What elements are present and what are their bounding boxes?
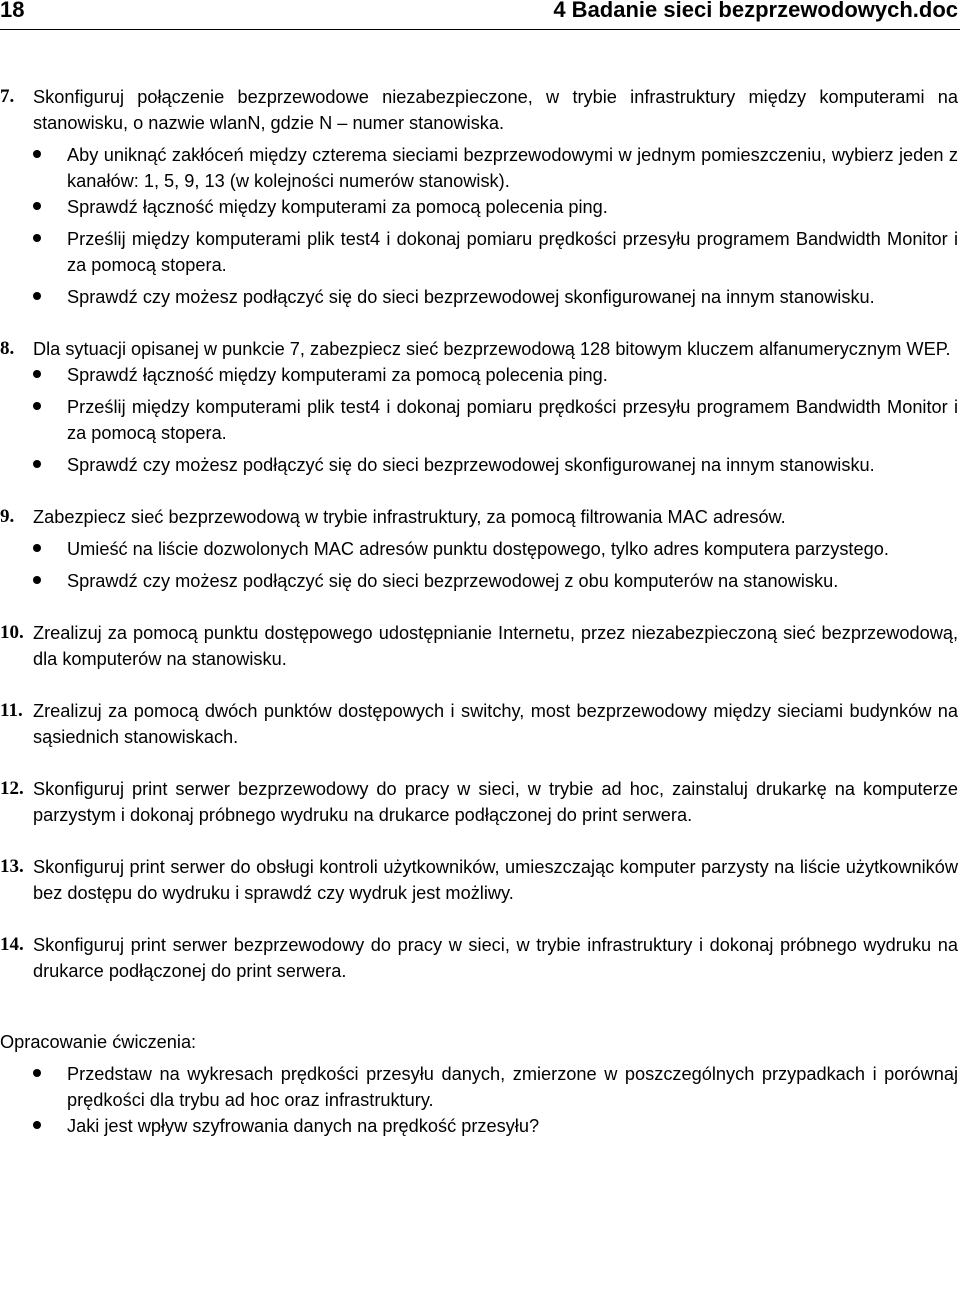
section-number: 11. <box>0 700 23 721</box>
section-number: 12. <box>0 778 24 799</box>
bullet-icon <box>33 234 41 242</box>
section-9 <box>0 504 958 530</box>
section-text: Skonfiguruj print serwer bezprzewodowy do pracy w sieci, w trybie infrastruktury i dokonaj próbnego wydruku na drukarce podłączonej do print serwera. <box>33 935 958 981</box>
section-8 <box>0 336 958 362</box>
section-13 <box>0 854 958 906</box>
list-item: Aby uniknąć zakłóceń między czterema sieciami bezprzewodowymi w jednym pomieszczeniu, wybierz jeden z kanałów: 1, 5, 9, 13 (w kolejności numerów stanowisk). <box>0 142 958 194</box>
bullet-icon <box>33 576 41 584</box>
document-body <box>0 84 958 1139</box>
list-item: Prześlij między komputerami plik test4 i dokonaj pomiaru prędkości przesyłu programem Bandwidth Monitor i za pomocą stopera. <box>0 394 958 446</box>
section-text: Zrealizuj za pomocą dwóch punktów dostępowych i switchy, most bezprzewodowy między sieciami budynków na sąsiednich stanowiskach. <box>33 701 958 747</box>
section-number: 13. <box>0 856 24 877</box>
list-item: Sprawdź łączność między komputerami za pomocą polecenia ping. <box>0 194 958 220</box>
section-text: Zabezpiecz sieć bezprzewodową w trybie infrastruktury, za pomocą filtrowania MAC adresów. <box>33 507 786 527</box>
list-item: Sprawdź czy możesz podłączyć się do sieci bezprzewodowej skonfigurowanej na innym stanowisku. <box>0 284 958 310</box>
bullet-icon <box>33 370 41 378</box>
section-number: 7. <box>0 86 15 107</box>
section-text: Skonfiguruj połączenie bezprzewodowe niezabezpieczone, w trybie infrastruktury między komputerami na stanowisku, o nazwie wlanN, gdzie N – numer stanowiska. <box>33 87 958 133</box>
section-9-bullets <box>0 536 958 594</box>
section-7-bullets <box>0 142 958 310</box>
bullet-icon <box>33 402 41 410</box>
summary-title: Opracowanie ćwiczenia: <box>0 1032 197 1052</box>
list-item: Prześlij między komputerami plik test4 i dokonaj pomiaru prędkości przesyłu programem Bandwidth Monitor i za pomocą stopera. <box>0 226 958 278</box>
section-10 <box>0 620 958 672</box>
section-7 <box>0 84 958 136</box>
summary-bullets <box>0 1061 958 1139</box>
section-number: 9. <box>0 506 15 527</box>
bullet-icon <box>33 1069 41 1077</box>
list-item: Umieść na liście dozwolonych MAC adresów punktu dostępowego, tylko adres komputera parzystego. <box>0 536 958 562</box>
section-14 <box>0 932 958 984</box>
list-item: Sprawdź czy możesz podłączyć się do sieci bezprzewodowej z obu komputerów na stanowisku. <box>0 568 958 594</box>
section-number: 14. <box>0 934 24 955</box>
section-number: 10. <box>0 622 24 643</box>
bullet-icon <box>33 292 41 300</box>
section-text: Zrealizuj za pomocą punktu dostępowego udostępnianie Internetu, przez niezabezpieczoną sieć bezprzewodową, dla komputerów na stanowisku. <box>33 623 958 669</box>
page-header <box>0 0 960 30</box>
page-number: 18 <box>0 0 25 22</box>
bullet-icon <box>33 202 41 210</box>
section-text: Skonfiguruj print serwer bezprzewodowy do pracy w sieci, w trybie ad hoc, zainstaluj drukarkę na komputerze parzystym i dokonaj próbnego wydruku na drukarce podłączonej do print serwera. <box>33 779 958 825</box>
bullet-icon <box>33 1121 41 1129</box>
section-11 <box>0 698 958 750</box>
bullet-icon <box>33 150 41 158</box>
section-8-bullets <box>0 362 958 478</box>
list-item: Sprawdź łączność między komputerami za pomocą polecenia ping. <box>0 362 958 388</box>
section-text: Dla sytuacji opisanej w punkcie 7, zabezpiecz sieć bezprzewodową 128 bitowym kluczem alfanumerycznym WEP. <box>33 339 951 359</box>
document-title: 4 Badanie sieci bezprzewodowych.doc <box>553 0 958 22</box>
bullet-icon <box>33 544 41 552</box>
list-item: Sprawdź czy możesz podłączyć się do sieci bezprzewodowej skonfigurowanej na innym stanowisku. <box>0 452 958 478</box>
bullet-icon <box>33 460 41 468</box>
section-12 <box>0 776 958 828</box>
list-item: Jaki jest wpływ szyfrowania danych na prędkość przesyłu? <box>0 1113 958 1139</box>
section-text: Skonfiguruj print serwer do obsługi kontroli użytkowników, umieszczając komputer parzysty na liście użytkowników bez dostępu do wydruku i sprawdź czy wydruk jest możliwy. <box>33 857 958 903</box>
section-number: 8. <box>0 338 15 359</box>
list-item: Przedstaw na wykresach prędkości przesyłu danych, zmierzone w poszczególnych przypadkach i porównaj prędkości dla trybu ad hoc oraz infrastruktury. <box>0 1061 958 1113</box>
